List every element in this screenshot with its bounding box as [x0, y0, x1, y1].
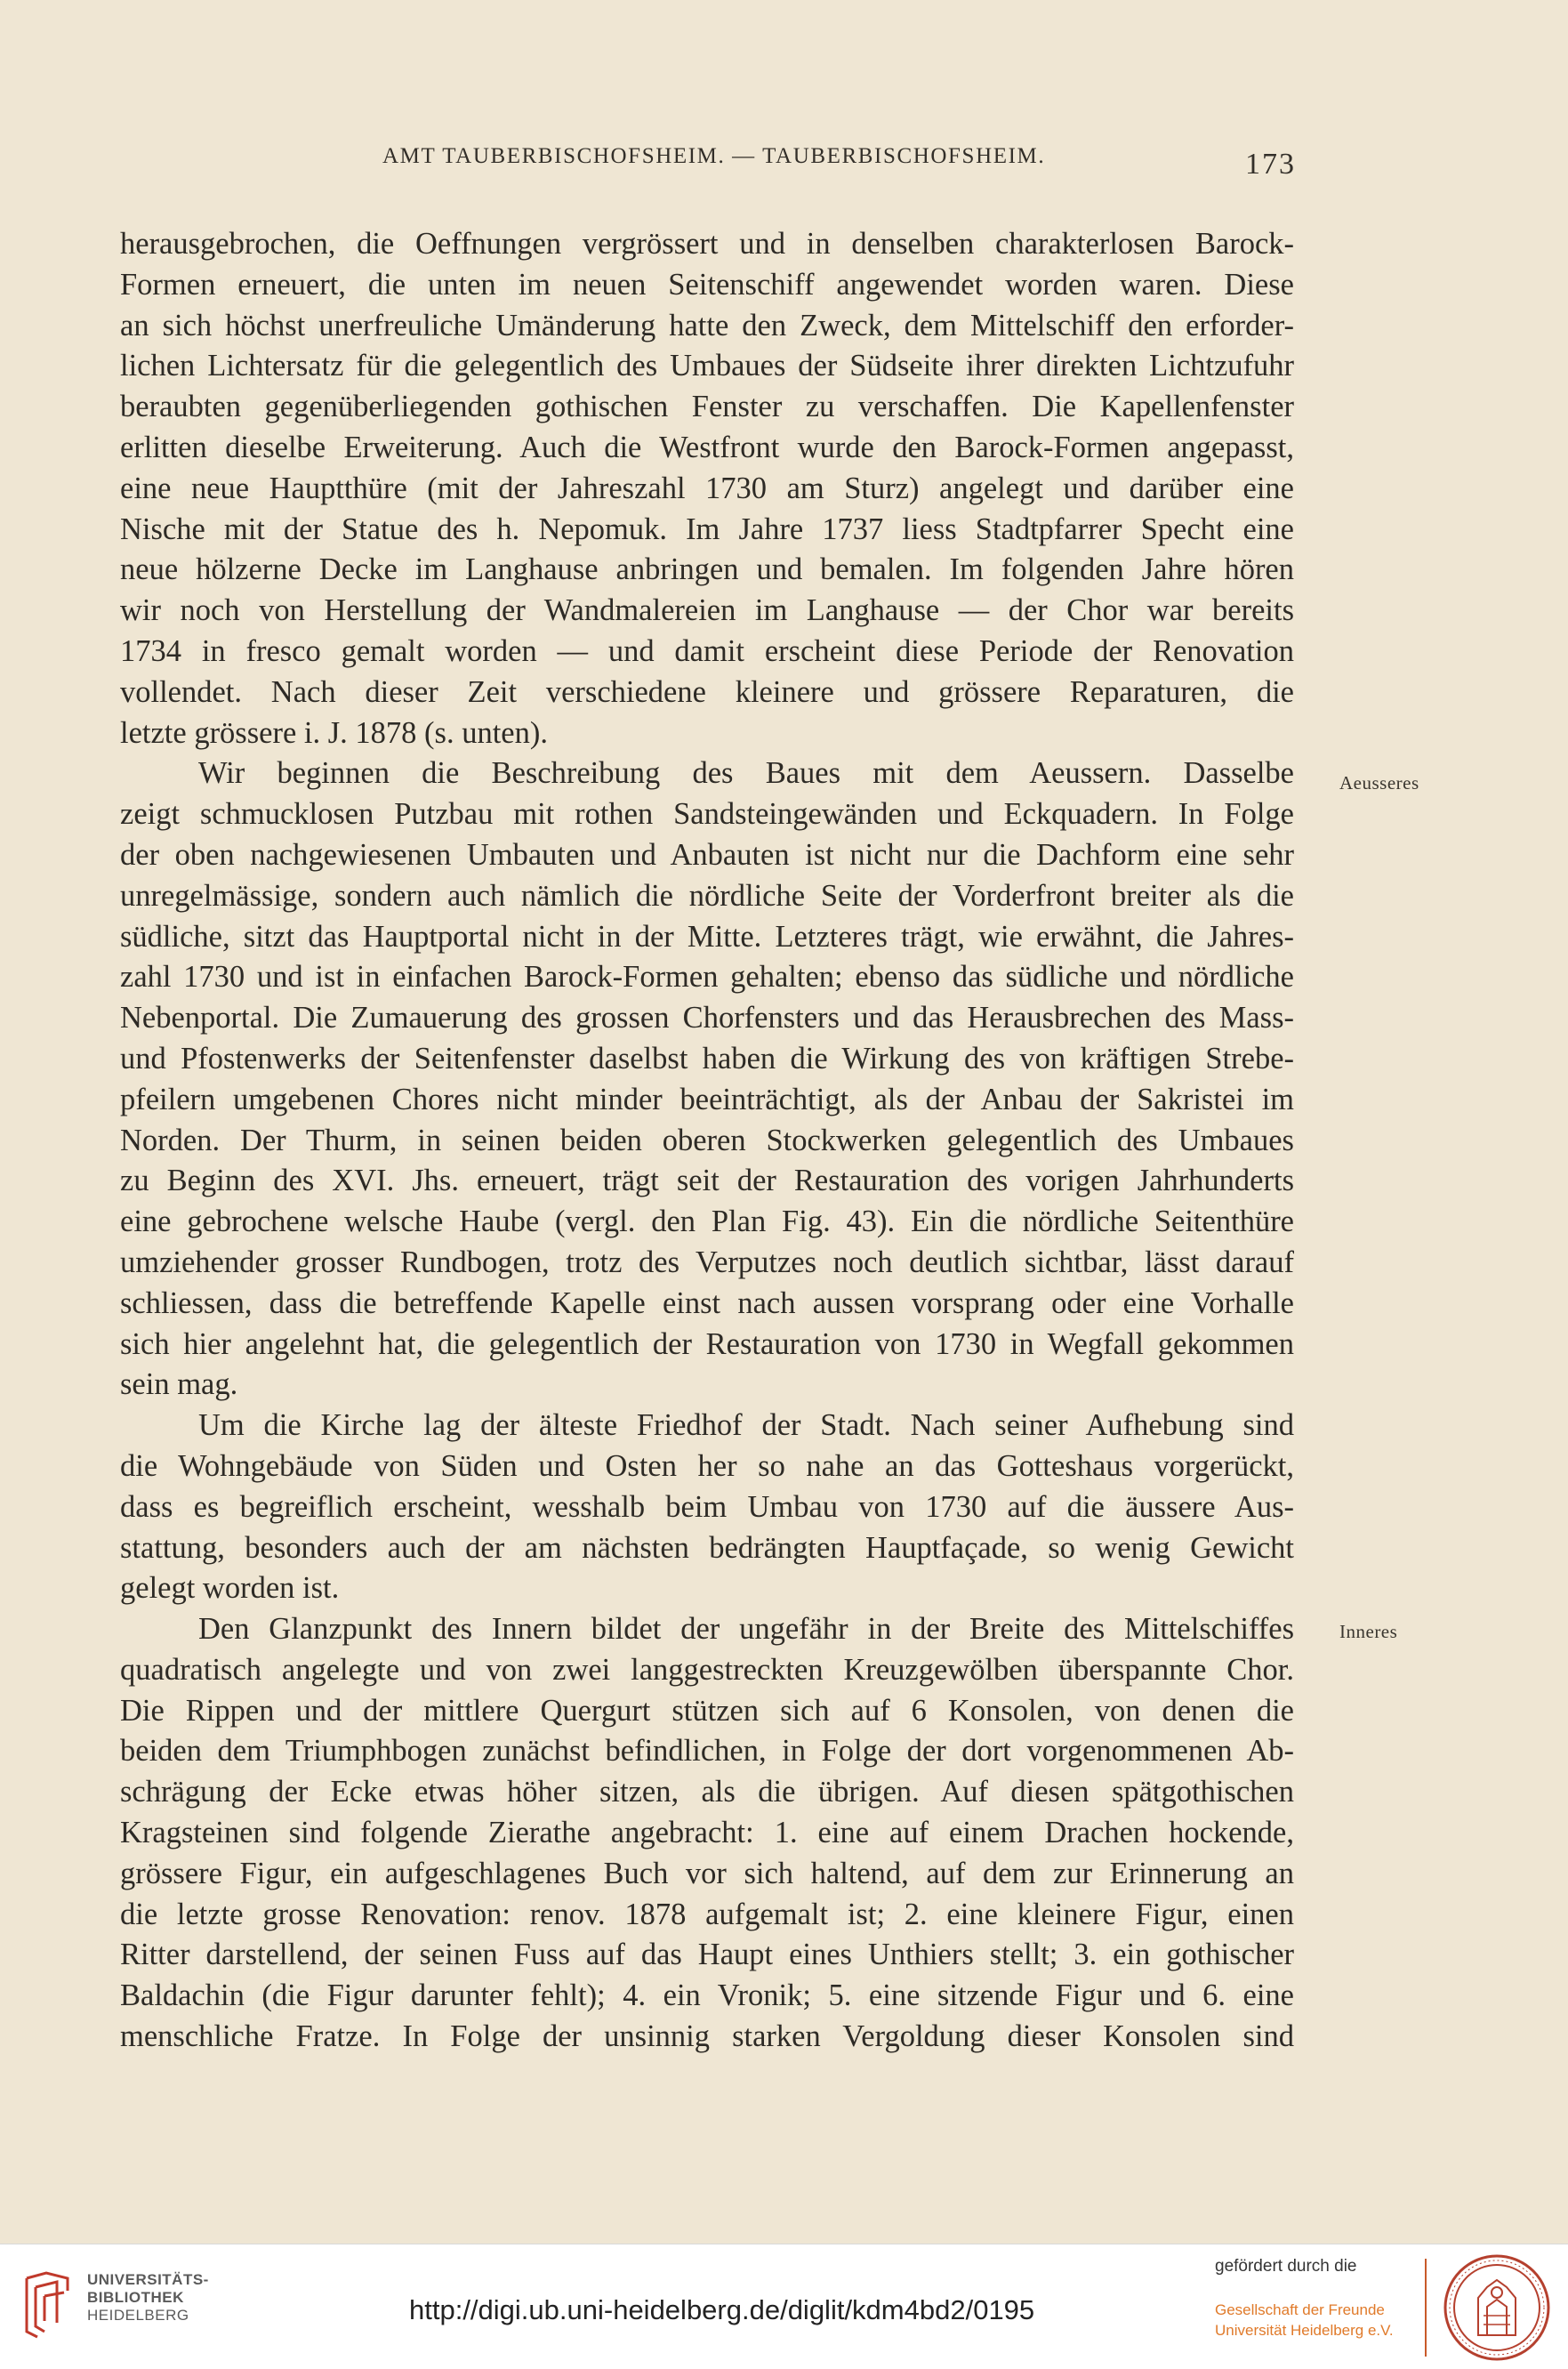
text-line: südliche, sitzt das Hauptportal nicht in der Mitte. Letzteres trägt, wie erwähnt, die Jahres-: [120, 919, 1294, 954]
text-line: dass es begreiflich erscheint, wesshalb beim Umbau von 1730 auf die äussere Aus-: [120, 1489, 1294, 1524]
text-line: Den Glanzpunkt des Innern bildet der ungefähr in der Breite des Mittelschiffes: [198, 1612, 1294, 1647]
text-line: schliessen, dass die betreffende Kapelle einst nach aussen vorsprang oder eine Vorhalle: [120, 1285, 1294, 1320]
sponsor-name[interactable]: [1215, 2300, 1394, 2341]
text-line: und Pfostenwerks der Seitenfenster daselbst haben die Wirkung des von kräftigen Strebe-: [120, 1041, 1294, 1076]
text-line: neue hölzerne Decke im Langhause anbringen und bemalen. Im folgenden Jahre hören: [120, 552, 1294, 587]
running-title: AMT TAUBERBISCHOFSHEIM. — TAUBERBISCHOFSHEIM.: [382, 144, 1046, 168]
text-line: die Wohngebäude von Süden und Osten her so nahe an das Gotteshaus vorgerückt,: [120, 1448, 1294, 1483]
margin-note-inneres: Inneres: [1339, 1621, 1398, 1642]
running-head: [0, 142, 1568, 181]
sponsor-name-line: Universität Heidelberg e.V.: [1215, 2322, 1394, 2339]
text-line: erlitten dieselbe Erweiterung. Auch die Westfront wurde den Barock-Formen angepasst,: [120, 430, 1294, 464]
margin-note-aeusseres: Aeusseres: [1339, 772, 1419, 794]
text-line: Um die Kirche lag der älteste Friedhof der Stadt. Nach seiner Aufhebung sind: [198, 1408, 1294, 1443]
text-line: quadratisch angelegte und von zwei langgestreckten Kreuzgewölben überspannte Chor.: [120, 1652, 1294, 1687]
text-line: menschliche Fratze. In Folge der unsinnig starken Vergoldung dieser Konsolen sind: [120, 2019, 1294, 2054]
text-line: Baldachin (die Figur darunter fehlt); 4. ein Vronik; 5. eine sitzende Figur und 6. eine: [120, 1978, 1294, 2013]
body-text: [120, 224, 1294, 2058]
text-line: 1734 in fresco gemalt worden — und damit erscheint diese Periode der Renovation: [120, 633, 1294, 668]
text-line: vollendet. Nach dieser Zeit verschiedene kleinere und grössere Reparaturen, die: [120, 674, 1294, 709]
text-line: gelegt worden ist.: [120, 1571, 340, 1606]
text-line: unregelmässige, sondern auch nämlich die nördliche Seite der Vorderfront breiter als die: [120, 878, 1294, 913]
page-number: 173: [1245, 148, 1296, 181]
text-line: wir noch von Herstellung der Wandmalereien im Langhause — der Chor war bereits: [120, 593, 1294, 628]
sponsor-name-line: Gesellschaft der Freunde: [1215, 2301, 1385, 2318]
text-line: sein mag.: [120, 1367, 238, 1402]
text-line: zahl 1730 und ist in einfachen Barock-Formen gehalten; ebenso das südliche und nördliche: [120, 960, 1294, 995]
text-line: Norden. Der Thurm, in seinen beiden oberen Stockwerken gelegentlich des Umbaues: [120, 1123, 1294, 1157]
text-line: stattung, besonders auch der am nächsten bedrängten Hauptfaçade, so wenig Gewicht: [120, 1530, 1294, 1565]
text-line: lichen Lichtersatz für die gelegentlich des Umbaues der Südseite ihrer direkten Lichtzufuhr: [120, 349, 1294, 383]
text-line: die letzte grosse Renovation: renov. 1878 aufgemalt ist; 2. eine kleinere Figur, einen: [120, 1897, 1294, 1931]
library-name-line: UNIVERSITÄTS-: [87, 2271, 209, 2288]
text-line: herausgebrochen, die Oeffnungen vergrössert und in denselben charakterlosen Barock-: [120, 227, 1294, 261]
university-seal-icon: [1443, 2253, 1551, 2362]
text-line: pfeilern umgebenen Chores nicht minder beeinträchtigt, als der Anbau der Sakristei im: [120, 1082, 1294, 1116]
permalink-url[interactable]: http://digi.ub.uni-heidelberg.de/diglit/kdm4bd2/0195: [409, 2294, 1035, 2325]
text-line: grössere Figur, ein aufgeschlagenes Buch vor sich haltend, auf dem zur Erinnerung an: [120, 1856, 1294, 1890]
text-line: zu Beginn des XVI. Jhs. erneuert, trägt seit der Restauration des vorigen Jahrhunderts: [120, 1164, 1294, 1198]
text-line: sich hier angelehnt hat, die gelegentlich der Restauration von 1730 in Wegfall gekommen: [120, 1326, 1294, 1361]
text-line: Kragsteinen sind folgende Zierathe angebracht: 1. eine auf einem Drachen hockende,: [120, 1816, 1294, 1850]
library-name-line: BIBLIOTHEK: [87, 2289, 184, 2306]
sponsor-divider: [1425, 2259, 1427, 2357]
text-line: zeigt schmucklosen Putzbau mit rothen Sandsteingewänden und Eckquadern. In Folge: [120, 797, 1294, 832]
library-name-line: HEIDELBERG: [87, 2307, 189, 2324]
text-line: eine gebrochene welsche Haube (vergl. den Plan Fig. 43). Ein die nördliche Seitenthüre: [120, 1205, 1294, 1239]
text-line: beraubten gegenüberliegenden gothischen Fenster zu verschaffen. Die Kapellenfenster: [120, 390, 1294, 424]
text-line: Formen erneuert, die unten im neuen Seitenschiff angewendet worden waren. Diese: [120, 267, 1294, 302]
text-line: eine neue Hauptthüre (mit der Jahreszahl 1730 am Sturz) angelegt und darüber eine: [120, 471, 1294, 505]
text-line: Ritter darstellend, der seinen Fuss auf das Haupt eines Unthiers stellt; 3. ein gothischer: [120, 1938, 1294, 1972]
library-name: [87, 2271, 209, 2325]
text-line: Nebenportal. Die Zumauerung des grossen Chorfensters und das Herausbrechen des Mass-: [120, 1001, 1294, 1035]
sponsor-label: gefördert durch die: [1215, 2257, 1357, 2276]
text-line: Wir beginnen die Beschreibung des Baues mit dem Aeussern. Dasselbe: [198, 756, 1294, 791]
text-line: umziehender grosser Rundbogen, trotz des Verputzes noch deutlich sichtbar, lässt darauf: [120, 1245, 1294, 1279]
text-line: Nische mit der Statue des h. Nepomuk. Im Jahre 1737 liess Stadtpfarrer Specht eine: [120, 512, 1294, 546]
text-line: beiden dem Triumphbogen zunächst befindlichen, in Folge der dort vorgenommenen Ab-: [120, 1734, 1294, 1769]
text-line: schrägung der Ecke etwas höher sitzen, als die übrigen. Auf diesen spätgothischen: [120, 1775, 1294, 1809]
library-logo-icon: [20, 2269, 75, 2341]
text-line: an sich höchst unerfreuliche Umänderung hatte den Zweck, dem Mittelschiff den erforder-: [120, 308, 1294, 342]
viewer-footer: [0, 2244, 1568, 2369]
text-line: Die Rippen und der mittlere Quergurt stützen sich auf 6 Konsolen, von denen die: [120, 1693, 1294, 1728]
text-line: der oben nachgewiesenen Umbauten und Anbauten ist nicht nur die Dachform eine sehr: [120, 837, 1294, 872]
text-line: letzte grössere i. J. 1878 (s. unten).: [120, 715, 548, 750]
